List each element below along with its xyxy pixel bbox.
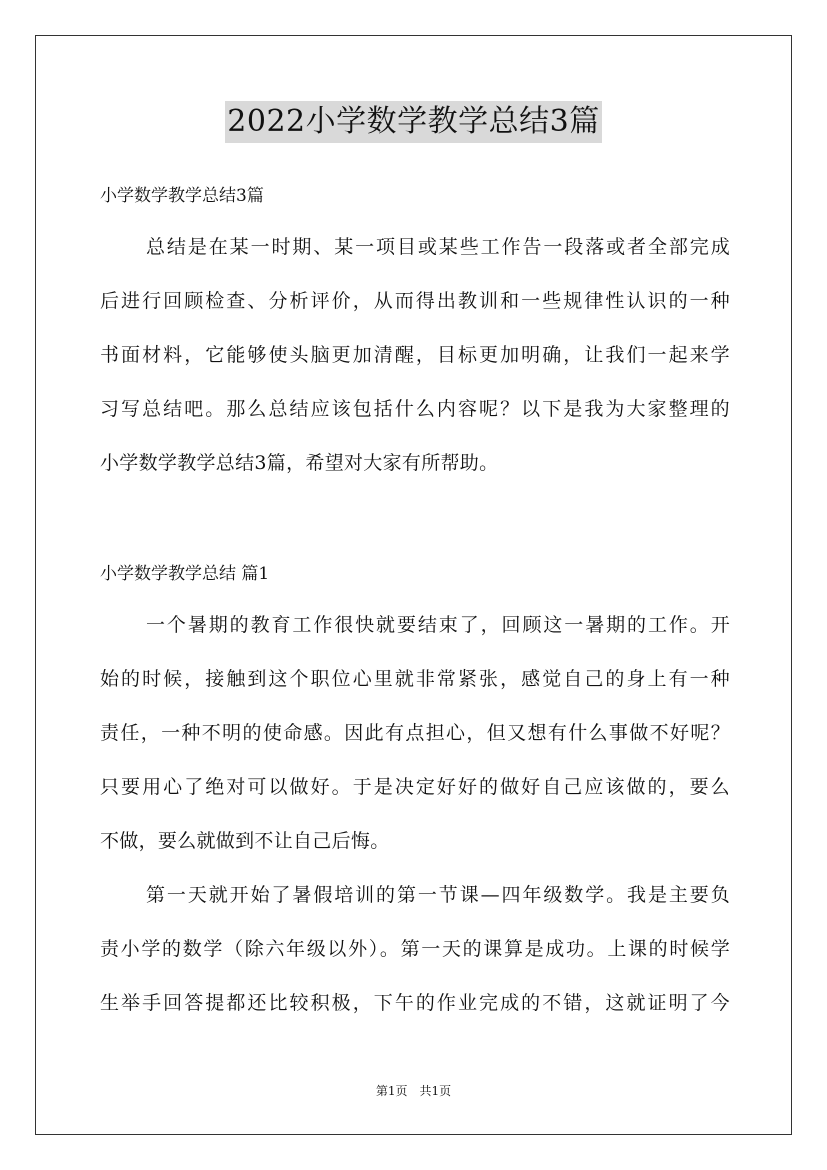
paragraph-line: 生举手回答提都还比较积极，下午的作业完成的不错，这就证明了今	[100, 992, 730, 1014]
section-heading: 小学数学教学总结 篇1	[100, 564, 270, 584]
document-subtitle: 小学数学教学总结3篇	[100, 186, 264, 206]
paragraph-line: 不做，要么就做到不让自己后悔。	[100, 830, 390, 852]
paragraph-line: 一个暑期的教育工作很快就要结束了，回顾这一暑期的工作。开	[146, 614, 730, 636]
paragraph-line: 第一天就开始了暑假培训的第一节课—四年级数学。我是主要负	[146, 884, 730, 906]
page-footer: 第1页 共1页	[375, 1084, 452, 1098]
paragraph-line: 责任，一种不明的使命感。因此有点担心，但又想有什么事做不好呢？	[100, 722, 730, 744]
paragraph-line: 书面材料，它能够使头脑更加清醒，目标更加明确，让我们一起来学	[100, 344, 730, 366]
paragraph-line: 总结是在某一时期、某一项目或某些工作告一段落或者全部完成	[146, 236, 730, 258]
paragraph-line: 始的时候，接触到这个职位心里就非常紧张，感觉自己的身上有一种	[100, 668, 730, 690]
paragraph-line: 责小学的数学（除六年级以外）。第一天的课算是成功。上课的时候学	[100, 938, 730, 960]
document-title-text: 2022小学数学教学总结3篇	[225, 101, 601, 143]
paragraph-line: 只要用心了绝对可以做好。于是决定好好的做好自己应该做的，要么	[100, 776, 730, 798]
paragraph-line: 后进行回顾检查、分析评价，从而得出教训和一些规律性认识的一种	[100, 290, 730, 312]
paragraph-line: 小学数学教学总结3篇，希望对大家有所帮助。	[100, 452, 499, 474]
paragraph-line: 习写总结吧。那么总结应该包括什么内容呢？以下是我为大家整理的	[100, 398, 730, 420]
document-title	[0, 101, 827, 143]
